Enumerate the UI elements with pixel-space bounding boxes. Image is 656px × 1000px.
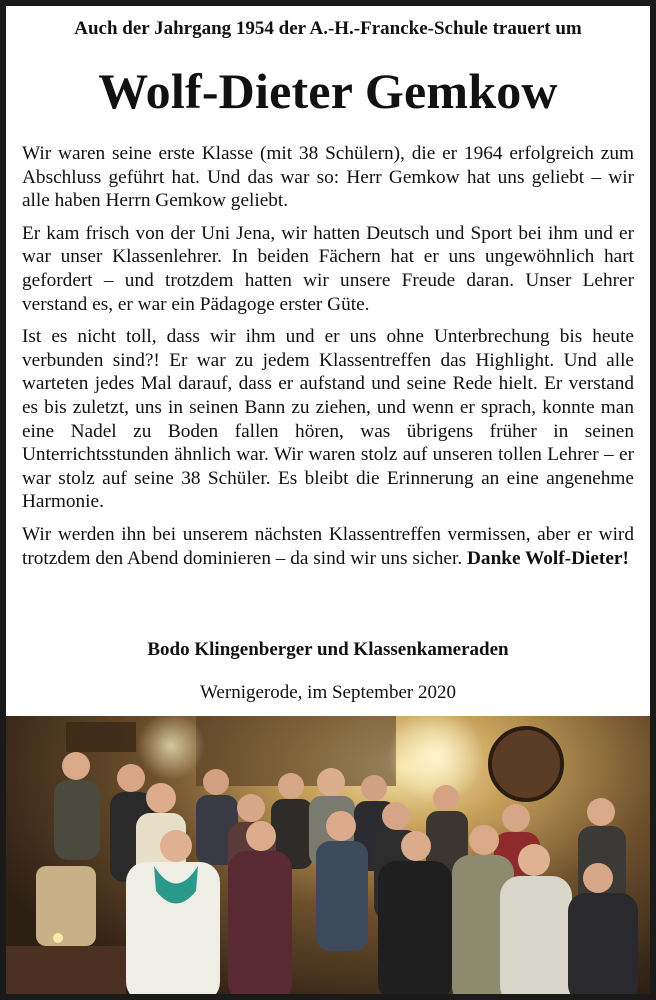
wall-ornament xyxy=(66,722,136,752)
wall-lamp-glow xyxy=(137,716,205,780)
deceased-name: Wolf-Dieter Gemkow xyxy=(98,63,558,119)
closing-thanks: Danke Wolf-Dieter! xyxy=(467,547,629,569)
paragraph-4-text: Wir werden ihn bei unserem nächsten Klassentreffen vermissen, aber er wird trotzdem den Abend dominieren – da sind wir uns sicher. xyxy=(22,523,634,569)
chair xyxy=(36,866,96,946)
paragraph-1: Wir waren seine erste Klasse (mit 38 Schülern), die er 1964 erfolgreich zum Abschluss geführt hat. Und das war so: Herr Gemkow hat uns geliebt – wir alle haben Herrn Gemkow geliebt. xyxy=(22,143,634,212)
paragraph-2: Er kam frisch von der Uni Jena, wir hatten Deutsch und Sport bei ihm und er war unser Klassenlehrer. In beiden Fächern hat er uns ungewöhnlich hart gefordert – und trotzdem hatten wir unsere Freude daran. Unser Lehrer verstand es, er war ein Pädagoge erster Güte. xyxy=(22,222,634,315)
paragraph-3: Ist es nicht toll, dass wir ihm und er uns ohne Unterbrechung bis heute verbunden sind?! Er war zu jedem Klassentreffen das Highlight. Und alle warteten jedes Mal darauf, dass er aufstand und seine Rede hielt. Er verstand es bis zuletzt, uns in seinen Bann zu ziehen, und wenn er sprach, konnte man eine Nadel zu Boden fallen hören, was übrigens früher in seinen Unterrichtsstunden ähnlich war. Wir waren stolz auf unseren tollen Lehrer – er war stolz auf seine 38 Schüler. Es bleibt die Erinnerung an eine angenehme Harmonie. xyxy=(22,326,634,513)
signature: Bodo Klingenberger und Klassenkameraden xyxy=(147,639,509,660)
paragraph-4 xyxy=(22,523,634,570)
group-photo xyxy=(6,716,650,1000)
intro-line: Auch der Jahrgang 1954 der A.-H.-Francke-Schule trauert um xyxy=(74,18,582,39)
dining-table xyxy=(6,946,126,1000)
candle-glow xyxy=(53,933,63,943)
tribute-text xyxy=(22,142,634,579)
place-date: Wernigerode, im September 2020 xyxy=(200,682,456,703)
group-photo-illustration xyxy=(6,716,650,1000)
wall-plate xyxy=(490,728,562,800)
